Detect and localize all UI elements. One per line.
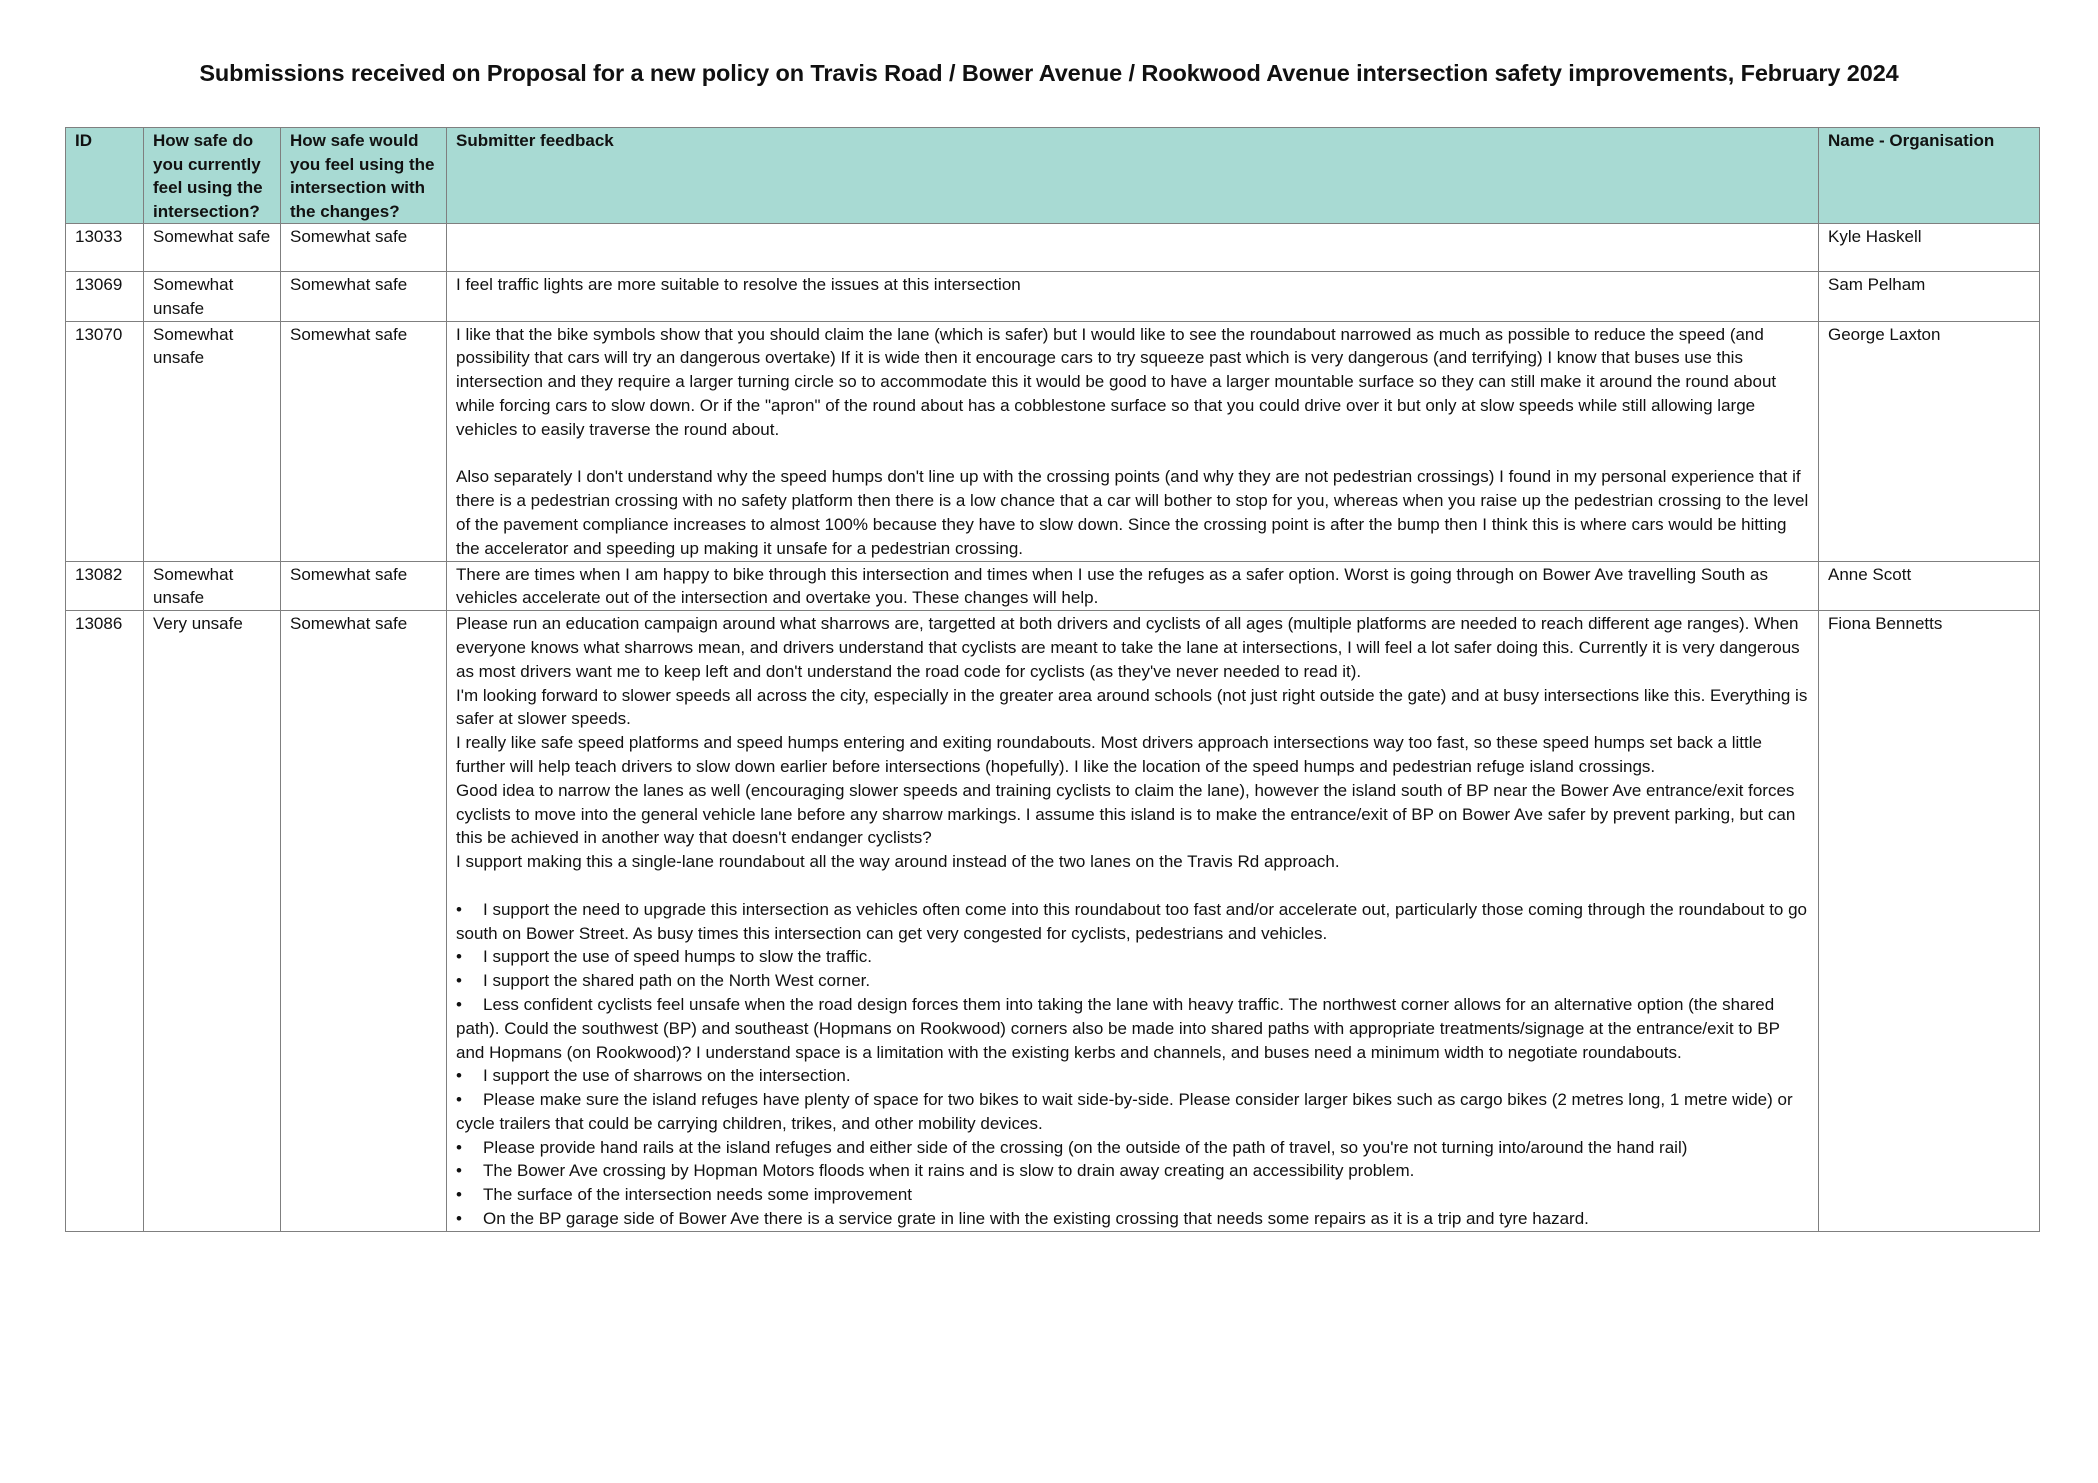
bullet-icon: • (456, 1185, 462, 1205)
header-safety-with-changes: How safe would you feel using the intersection with the changes? (281, 128, 447, 224)
bullet-text: On the BP garage side of Bower Ave there is a service grate in line with the existing crossing that needs some repairs as it is a trip and tyre hazard. (483, 1209, 1589, 1229)
table-row (66, 561, 2040, 611)
cell-name-organisation: Anne Scott (1819, 561, 2040, 611)
feedback-paragraph: Please run an education campaign around what sharrows are, targetted at both drivers and cyclists of all ages (multiple platforms are needed to reach different age ranges). When everyone knows what sharrows mean, and drivers understand that cyclists are meant to take the lane at intersections, I will feel a lot safer doing this. Currently it is very dangerous as most drivers want me to keep left and don't understand the road code for cyclists (as they've never needed to read it). (456, 614, 1800, 681)
bullet-text: Please provide hand rails at the island refuges and either side of the crossing (on the outside of the path of travel, so you're not turning into/around the hand rail) (483, 1137, 1688, 1157)
table-row (66, 272, 2040, 322)
table-row (66, 321, 2040, 561)
feedback-bullet-item (456, 898, 1809, 946)
bullet-text: I support the shared path on the North West corner. (483, 971, 871, 991)
bullet-icon: • (456, 1161, 462, 1181)
bullet-text: The surface of the intersection needs some improvement (483, 1185, 912, 1205)
cell-id: 13070 (66, 321, 144, 561)
feedback-bullet-item (456, 993, 1809, 1064)
cell-submitter-feedback (447, 272, 1819, 322)
bullet-text: Please make sure the island refuges have plenty of space for two bikes to wait side-by-side. Please consider larger bikes such as cargo bikes (2 metres long, 1 metre wide) or cycle trailers that could be carrying children, trikes, and other mobility devices. (456, 1090, 1793, 1133)
bullet-icon: • (456, 971, 462, 991)
bullet-icon: • (456, 1066, 462, 1086)
feedback-bullet-item (456, 1064, 1809, 1088)
table-row (66, 611, 2040, 1232)
feedback-bullet-item (456, 1088, 1809, 1136)
bullet-text: I support the use of sharrows on the intersection. (483, 1066, 851, 1086)
cell-safety-with-changes: Somewhat safe (281, 611, 447, 1232)
cell-submitter-feedback (447, 321, 1819, 561)
cell-name-organisation: Kyle Haskell (1819, 224, 2040, 272)
feedback-paragraph: Good idea to narrow the lanes as well (encouraging slower speeds and training cyclists to claim the lane), however the island south of BP near the Bower Ave entrance/exit forces cyclists to move into the general vehicle lane before any sharrow markings. I assume this island is to make the entrance/exit of BP on Bower Ave safer by prevent parking, but can this be achieved in another way that doesn't endanger cyclists? (456, 780, 1796, 848)
bullet-text: I support the use of speed humps to slow the traffic. (483, 947, 873, 967)
bullet-icon: • (456, 947, 462, 967)
cell-current-safety: Somewhat unsafe (144, 272, 281, 322)
bullet-text: Less confident cyclists feel unsafe when the road design forces them into taking the lane with heavy traffic. The northwest corner allows for an alternative option (the shared path). Could the southwest (BP) and southeast (Hopmans on Rookwood) corners also be made into shared paths with appropriate treatments/signage at the entrance/exit to BP and Hopmans (on Rookwood)? I understand space is a limitation with the existing kerbs and channels, and buses need a minimum width to negotiate roundabouts. (456, 994, 1780, 1062)
feedback-bullet-item (456, 969, 1809, 993)
header-id: ID (66, 128, 144, 224)
cell-name-organisation: Sam Pelham (1819, 272, 2040, 322)
header-submitter-feedback: Submitter feedback (447, 128, 1819, 224)
feedback-bullet-item (456, 1159, 1809, 1183)
cell-submitter-feedback (447, 224, 1819, 272)
cell-safety-with-changes: Somewhat safe (281, 321, 447, 561)
cell-id: 13033 (66, 224, 144, 272)
feedback-paragraph: There are times when I am happy to bike through this intersection and times when I use the refuges as a safer option. Worst is going through on Bower Ave travelling South as vehicles accelerate out of the intersection and overtake you. These changes will help. (456, 564, 1768, 608)
cell-id: 13086 (66, 611, 144, 1232)
feedback-paragraph: Also separately I don't understand why the speed humps don't line up with the crossing points (and why they are not pedestrian crossings) I found in my personal experience that if there is a pedestrian crossing with no safety platform then there is a low chance that a car will bother to stop for you, whereas when you raise up the pedestrian crossing to the level of the pavement compliance increases to almost 100% because they have to slow down. Since the crossing point is after the bump then I think this is where cars would be hitting the accelerator and speeding up making it unsafe for a pedestrian crossing. (456, 467, 1809, 558)
cell-name-organisation: George Laxton (1819, 321, 2040, 561)
feedback-bullet-item (456, 1183, 1809, 1207)
feedback-bullet-list (456, 898, 1809, 1231)
document-title: Submissions received on Proposal for a new policy on Travis Road / Bower Avenue / Rookwood Avenue intersection safety improvements, February 2024 (199, 60, 1899, 86)
cell-name-organisation: Fiona Bennetts (1819, 611, 2040, 1232)
bullet-icon: • (456, 1090, 462, 1110)
cell-current-safety: Somewhat unsafe (144, 321, 281, 561)
table-header-row (66, 128, 2040, 224)
cell-id: 13082 (66, 561, 144, 611)
bullet-icon: • (456, 1137, 462, 1157)
cell-current-safety: Somewhat safe (144, 224, 281, 272)
header-current-safety: How safe do you currently feel using the intersection? (144, 128, 281, 224)
table-body (66, 224, 2040, 1232)
table-row (66, 224, 2040, 272)
feedback-bullet-item (456, 1136, 1809, 1160)
bullet-icon: • (456, 899, 462, 919)
cell-current-safety: Very unsafe (144, 611, 281, 1232)
cell-submitter-feedback (447, 561, 1819, 611)
bullet-text: The Bower Ave crossing by Hopman Motors floods when it rains and is slow to drain away creating an accessibility problem. (483, 1161, 1415, 1181)
bullet-icon: • (456, 994, 462, 1014)
cell-current-safety: Somewhat unsafe (144, 561, 281, 611)
cell-safety-with-changes: Somewhat safe (281, 224, 447, 272)
bullet-text: I support the need to upgrade this intersection as vehicles often come into this roundabout too fast and/or accelerate out, particularly those coming through the roundabout to go south on Bower Street. As busy times this intersection can get very congested for cyclists, pedestrians and vehicles. (456, 899, 1807, 943)
submissions-table (65, 127, 2040, 1232)
feedback-bullet-item (456, 1207, 1809, 1231)
feedback-paragraph: I support making this a single-lane roundabout all the way around instead of the two lanes on the Travis Rd approach. (456, 852, 1340, 872)
feedback-paragraph: I like that the bike symbols show that you should claim the lane (which is safer) but I would like to see the roundabout narrowed as much as possible to reduce the speed (and possibility that cars will try an dangerous overtake) If it is wide then it encourage cars to try squeeze past which is very dangerous (and terrifying) I know that buses use this intersection and they require a larger turning circle so to accommodate this it would be good to have a larger mountable surface so they can still make it around the round about while forcing cars to slow down. Or if the "apron" of the round about has a cobblestone surface so that you could drive over it but only at slow speeds while still allowing large vehicles to easily traverse the round about. (456, 324, 1777, 439)
feedback-paragraph: I feel traffic lights are more suitable to resolve the issues at this intersection (456, 275, 1021, 294)
feedback-paragraph: I'm looking forward to slower speeds all across the city, especially in the greater area around schools (not just right outside the gate) and at busy intersections like this. Everything is safer at slower speeds. (456, 685, 1808, 729)
cell-id: 13069 (66, 272, 144, 322)
feedback-bullet-item (456, 945, 1809, 969)
cell-safety-with-changes: Somewhat safe (281, 561, 447, 611)
cell-submitter-feedback (447, 611, 1819, 1232)
feedback-paragraph: I really like safe speed platforms and speed humps entering and exiting roundabouts. Most drivers approach intersections way too fast, so these speed humps set back a little further will help teach drivers to slow down earlier before intersections (hopefully). I like the location of the speed humps and pedestrian refuge island crossings. (456, 733, 1762, 776)
cell-safety-with-changes: Somewhat safe (281, 272, 447, 322)
bullet-icon: • (456, 1209, 462, 1229)
header-name-organisation: Name - Organisation (1819, 128, 2040, 224)
